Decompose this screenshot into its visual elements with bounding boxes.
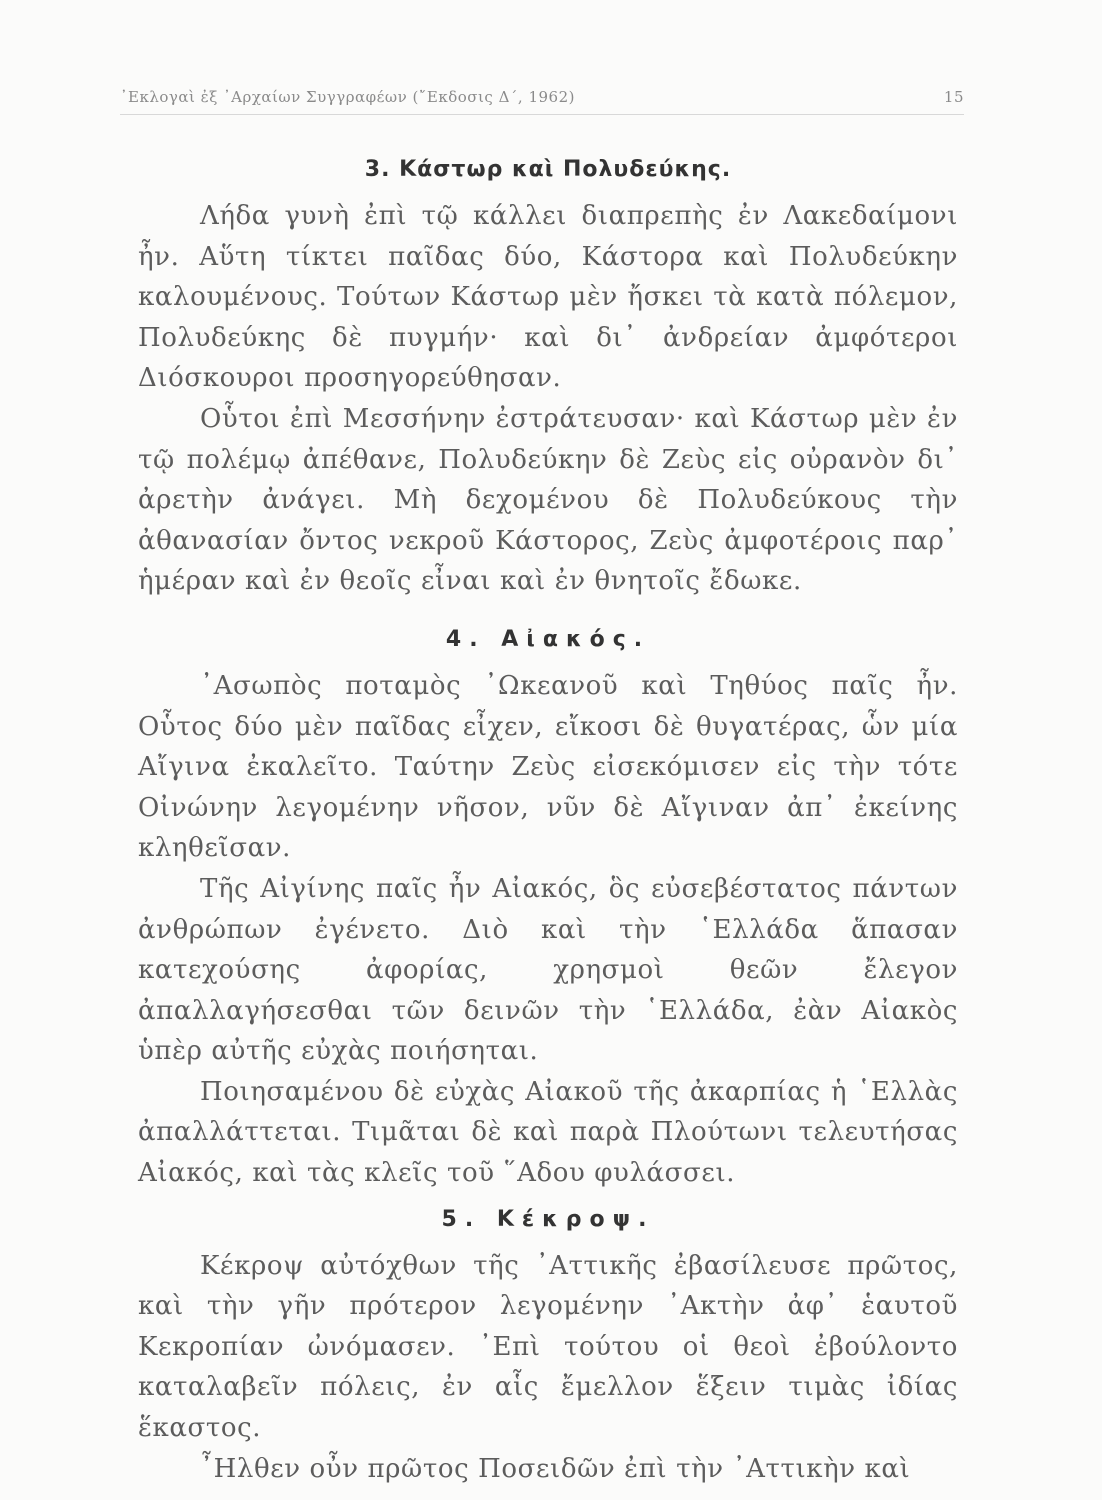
running-head <box>120 88 964 115</box>
paragraph: Ποιησαμένου δὲ εὐχὰς Αἰακοῦ τῆς ἀκαρπίας ἡ ῾Ελλὰς ἀπαλλάττεται. Τιμᾶται δὲ καὶ παρὰ Πλούτωνι τελευτήσας Αἰακός, καὶ τὰς κλεῖς τοῦ ῞Αδου φυλάσσει. <box>138 1076 958 1189</box>
section-heading-cecrops: 5. Κέκροψ. <box>441 1206 655 1232</box>
section-heading-aeacus: 4. Αἰακός. <box>445 626 651 652</box>
section-heading-castor-pollux: 3. Κάστωρ καὶ Πολυδεύκης. <box>364 157 732 182</box>
paragraph: Οὗτοι ἐπὶ Μεσσήνην ἐστράτευσαν· καὶ Κάστωρ μὲν ἐν τῷ πολέμῳ ἀπέθανε, Πολυδεύκην δὲ Ζεὺς εἰς οὐρανὸν δι᾿ ἀρετὴν ἀνάγει. Μὴ δεχομένου δὲ Πολυδεύκους τὴν ἀθανασίαν ὄντος νεκροῦ Κάστορος, Ζεὺς ἀμφοτέροις παρ᾿ ἡμέραν καὶ ἐν θεοῖς εἶναι καὶ ἐν θνητοῖς ἔδωκε. <box>138 403 958 597</box>
paragraph: ῏Ηλθεν οὖν πρῶτος Ποσειδῶν ἐπὶ τὴν ᾿Αττικὴν καὶ <box>200 1453 911 1484</box>
paragraph: Τῆς Αἰγίνης παῖς ἦν Αἰακός, ὃς εὐσεβέστατος πάντων ἀνθρώπων ἐγένετο. Διὸ καὶ τὴν ῾Ελλάδα ἅπασαν κατεχούσης ἀφορίας, χρησμοὶ θεῶν ἔλεγον ἀπαλλαγήσεσθαι τῶν δεινῶν τὴν ῾Ελλάδα, ἐὰν Αἰακὸς ὑπὲρ αὐτῆς εὐχὰς ποιήσηται. <box>138 873 958 1067</box>
running-head-title: ᾿Εκλογαὶ ἐξ ᾿Αρχαίων Συγγραφέων (῎Εκδοσις Δ΄, 1962) <box>120 88 575 106</box>
paragraph: Κέκροψ αὐτόχθων τῆς ᾿Αττικῆς ἐβασίλευσε πρῶτος, καὶ τὴν γῆν πρότερον λεγομένην ᾿Ακτὴν ἀφ᾿ ἑαυτοῦ Κεκροπίαν ὠνόμασεν. ᾿Επὶ τούτου οἱ θεοὶ ἐβούλοντο καταλαβεῖν πόλεις, ἐν αἷς ἔμελλον ἕξειν τιμὰς ἰδίας ἕκαστος. <box>138 1250 958 1444</box>
paragraph: Λήδα γυνὴ ἐπὶ τῷ κάλλει διαπρεπὴς ἐν Λακεδαίμονι ἦν. Αὕτη τίκτει παῖδας δύο, Κάστορα καὶ Πολυδεύκην καλουμένους. Τούτων Κάστωρ μὲν ἤσκει τὰ κατὰ πόλεμον, Πολυδεύκης δὲ πυγμήν· καὶ δι᾿ ἀνδρείαν ἀμφότεροι Διόσκουροι προσηγορεύθησαν. <box>138 201 958 394</box>
paragraph: ᾿Ασωπὸς ποταμὸς ᾿Ωκεανοῦ καὶ Τηθύος παῖς ἦν. Οὗτος δύο μὲν παῖδας εἶχεν, εἴκοσι δὲ θυγατέρας, ὧν μία Αἴγινα ἐκαλεῖτο. Ταύτην Ζεὺς εἰσεκόμισεν εἰς τὴν τότε Οἰνώνην λεγομένην νῆσον, νῦν δὲ Αἴγιναν ἀπ᾿ ἐκείνης κληθεῖσαν. <box>138 670 958 864</box>
page-number: 15 <box>943 88 964 106</box>
main-text <box>138 150 958 1489</box>
